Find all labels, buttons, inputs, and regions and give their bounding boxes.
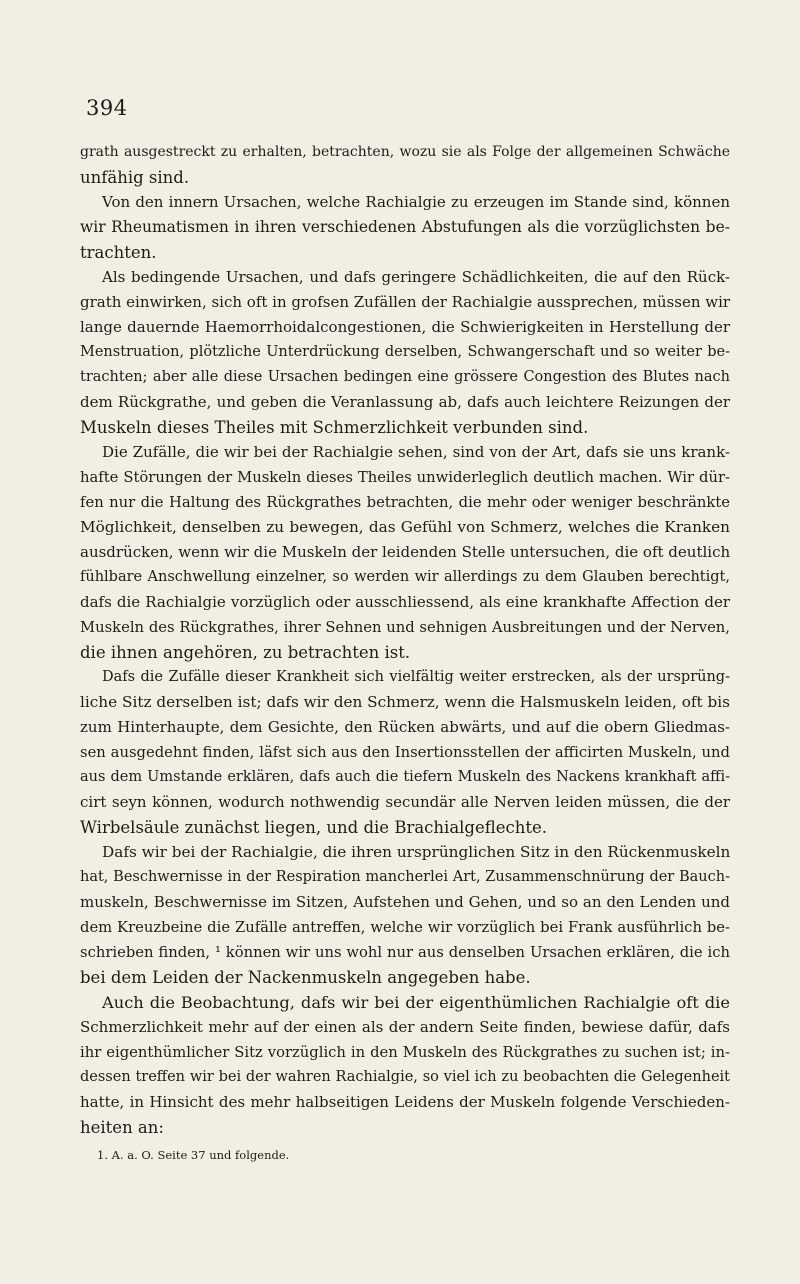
text-line: muskeln, Beschwernisse im Sitzen, Aufstehen und Gehen, und so an den Lenden und [80,893,730,911]
text-line: Von den innern Ursachen, welche Rachialgie zu erzeugen im Stande sind, können [102,193,730,211]
text-line: fühlbare Anschwellung einzelner, so werden wir allerdings zu dem Glauben berechtigt, [80,569,730,585]
text-line: ihr eigenthümlicher Sitz vorzüglich in den Muskeln des Rückgrathes zu suchen ist; in- [80,1044,730,1061]
text-line: bei dem Leiden der Nackenmuskeln angegeben habe. [80,968,531,987]
text-line: heiten an: [80,1118,164,1137]
text-line: cirt seyn können, wodurch nothwendig secundär alle Nerven leiden müssen, die der [80,793,730,811]
text-line: dem Rückgrathe, und geben die Veranlassung ab, dafs auch leichtere Reizungen der [80,393,730,411]
text-line: liche Sitz derselben ist; dafs wir den Schmerz, wenn die Halsmuskeln leiden, oft bis [80,693,730,711]
text-line: ausdrücken, wenn wir die Muskeln der leidenden Stelle untersuchen, die oft deutlich [80,543,731,561]
text-line: grath ausgestreckt zu erhalten, betrachten, wozu sie als Folge der allgemeinen Schwäche [80,144,730,160]
text-line: hafte Störungen der Muskeln dieses Theiles unwiderleglich deutlich machen. Wir dür- [80,469,730,486]
text-line: hat, Beschwernisse in der Respiration mancherlei Art, Zusammenschnürung der Bauch- [80,869,730,885]
text-line: dafs die Rachialgie vorzüglich oder ausschliessend, als eine krankhafte Affection der [80,593,730,611]
text-line: grath einwirken, sich oft in grofsen Zufällen der Rachialgie aussprechen, müssen wir [80,293,731,311]
page-number: 394 [86,96,128,120]
text-line: fen nur die Haltung des Rückgrathes betrachten, die mehr oder weniger beschränkte [80,494,730,511]
text-line: Schmerzlichkeit mehr auf der einen als der andern Seite finden, bewiese dafür, dafs [80,1018,730,1036]
text-line: trachten. [80,243,157,262]
text-line: Menstruation, plötzliche Unterdrückung derselben, Schwangerschaft und so weiter be- [80,344,730,360]
text-line: Die Zufälle, die wir bei der Rachialgie sehen, sind von der Art, dafs sie uns krank- [102,443,730,461]
text-line: Dafs die Zufälle dieser Krankheit sich vielfältig weiter erstrecken, als der ursprüng- [102,669,730,685]
text-line: Möglichkeit, denselben zu bewegen, das Gefühl von Schmerz, welches die Kranken [80,518,730,536]
text-line: unfähig sind. [80,168,190,187]
footnote: 1. A. a. O. Seite 37 und folgende. [97,1148,290,1162]
text-line: lange dauernde Haemorrhoidalcongestionen, die Schwierigkeiten in Herstellung der [80,318,730,336]
text-line: Muskeln dieses Theiles mit Schmerzlichkeit verbunden sind. [80,418,589,437]
text-line: hatte, in Hinsicht des mehr halbseitigen Leidens der Muskeln folgende Verschieden- [80,1093,730,1111]
text-line: Als bedingende Ursachen, und dafs geringere Schädlichkeiten, die auf den Rück- [102,268,730,286]
text-line: schrieben finden, ¹ können wir uns wohl nur aus denselben Ursachen erklären, die ich [80,944,730,961]
text-line: aus dem Umstande erklären, dafs auch die tiefern Muskeln des Nackens krankhaft affi- [80,769,730,785]
text-line: dessen treffen wir bei der wahren Rachialgie, so viel ich zu beobachten die Gelegenheit [80,1069,730,1085]
text-line: Auch die Beobachtung, dafs wir bei der eigenthümlichen Rachialgie oft die [102,993,730,1012]
text-line: zum Hinterhaupte, dem Gesichte, den Rücken abwärts, und auf die obern Gliedmas- [80,718,730,736]
text-line: trachten; aber alle diese Ursachen bedingen eine grössere Congestion des Blutes nach [80,369,730,385]
body-text [80,140,730,1140]
text-line: Dafs wir bei der Rachialgie, die ihren ursprünglichen Sitz in den Rückenmuskeln [102,843,731,861]
text-line: die ihnen angehören, zu betrachten ist. [80,643,411,662]
text-line: dem Kreuzbeine die Zufälle antreffen, welche wir vorzüglich bei Frank ausführlich be- [80,919,730,936]
text-line: Muskeln des Rückgrathes, ihrer Sehnen und sehnigen Ausbreitungen und der Nerven, [80,619,730,636]
text-line: sen ausgedehnt finden, läfst sich aus den Insertionsstellen der afficirten Muskeln, und [80,744,730,761]
text-line: wir Rheumatismen in ihren verschiedenen Abstufungen als die vorzüglichsten be- [80,218,730,236]
text-line: Wirbelsäule zunächst liegen, und die Brachialgeflechte. [80,818,548,837]
